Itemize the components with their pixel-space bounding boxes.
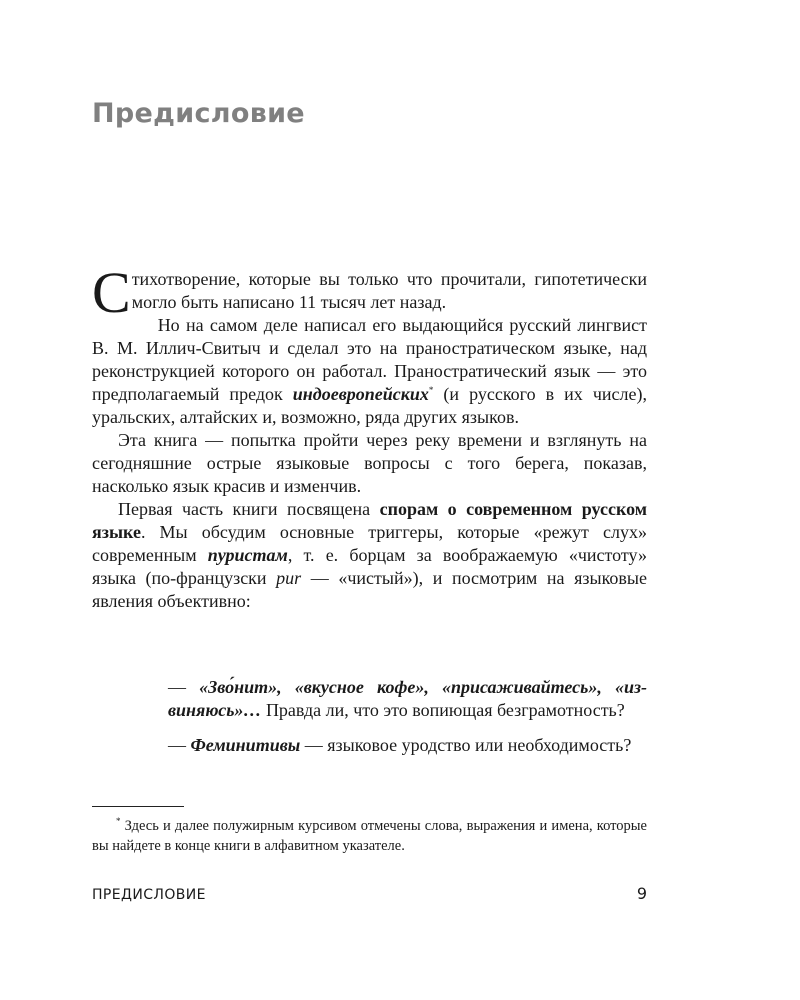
paragraph-4-text-b: . Мы обсудим основные триггеры, которые «режут слух» современным [92, 522, 647, 565]
list-item [168, 734, 647, 757]
list-dash: — [168, 735, 191, 755]
paragraph-2 [92, 314, 647, 429]
index-term-indoeuropean: индоевропейских [292, 384, 429, 404]
paragraph-4-text-a: Первая часть книги посвящена [118, 499, 380, 519]
footnote-mark: * [116, 816, 121, 827]
paragraph-4 [92, 498, 647, 613]
footnote-text: Здесь и далее полужирным курсивом отмечены слова, выражения и имена, которые вы найдете в конце книги в алфавитном указателе. [92, 818, 647, 854]
paragraph-4-text-d: — «чистый»), и посмотрим на языковые явления объективно: [92, 568, 647, 611]
bold-phrase: спорам о современном русском языке [92, 499, 648, 542]
paragraph-4-text-c: , т. е. борцам за воображаемую «чистоту» языка (по-французски [92, 545, 647, 588]
paragraph-3 [92, 429, 647, 498]
page-number: 9 [636, 884, 647, 903]
chapter-title: Предисловие [92, 98, 305, 129]
paragraph-2-text-a: Но на самом деле написал его выдающийся русский лингвист В. М. Иллич-Свитыч и сделал это на праностратическом языке, над реконструкцией которого он работал. Праностратический язык — это предполагаемый предок [92, 315, 647, 404]
footnote [92, 816, 647, 856]
list-item-text: Правда ли, что это вопиющая безграмотность? [261, 700, 625, 720]
paragraph-1 [92, 260, 647, 325]
list-dash: — [168, 677, 200, 697]
foreign-word: pur [276, 568, 302, 588]
question-list [168, 676, 647, 769]
index-term-purists: пуристам [207, 545, 288, 565]
list-item [168, 676, 647, 722]
running-head: ПРЕДИСЛОВИЕ [92, 887, 206, 903]
drop-cap: С [92, 260, 131, 325]
body-text [92, 260, 648, 613]
paragraph-2-text-b: (и русского в их числе), уральских, алтайских и, возможно, ряда других языков. [92, 384, 647, 427]
footnote-reference: * [428, 385, 434, 395]
paragraph-3-text: Эта книга — попытка пройти через реку времени и взглянуть на сегодняшние острые языковые вопросы с того берега, показав, насколько язык красив и изменчив. [92, 430, 647, 496]
paragraph-1-text: тихотворение, которые вы только что прочитали, гипотетически могло быть написано 11 тысяч лет назад. [131, 269, 647, 312]
index-term-feminitives: Феминитивы [190, 735, 301, 755]
footnote-divider [92, 806, 184, 807]
index-term-phrases: «Зво́нит», «вкусное кофе», «присаживайтесь», «извиняюсь»… [168, 677, 647, 720]
list-item-text: — языковое уродство или необходимость? [300, 735, 632, 755]
